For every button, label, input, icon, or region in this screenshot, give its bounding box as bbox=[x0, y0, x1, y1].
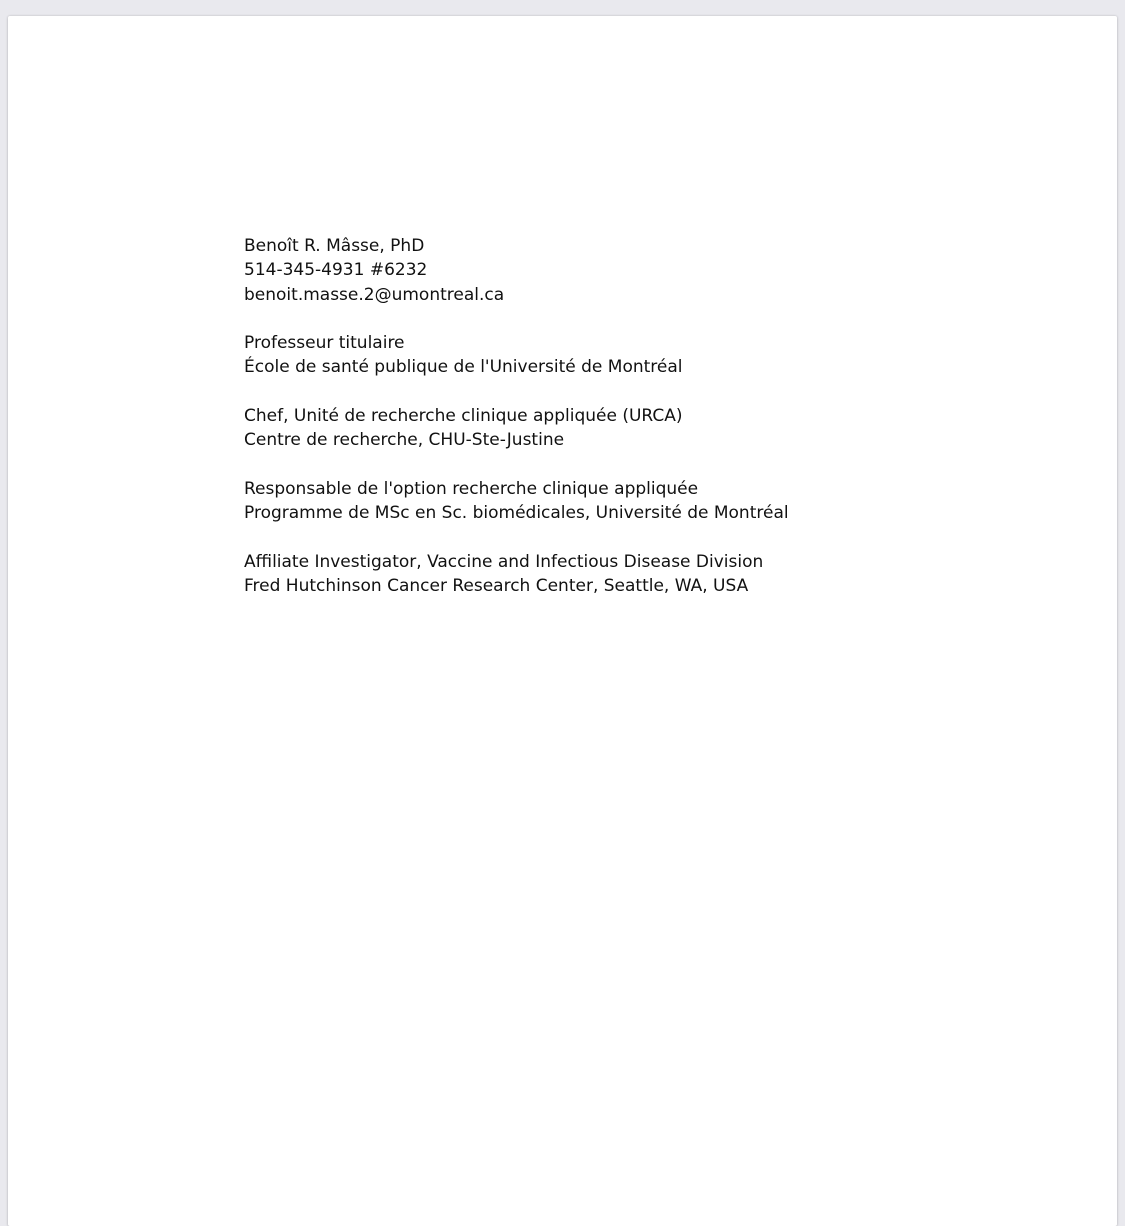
position-title: Chef, Unité de recherche clinique appliquée (URCA) bbox=[244, 406, 683, 427]
contact-email: benoit.masse.2@umontreal.ca bbox=[244, 284, 505, 305]
position-block bbox=[244, 477, 944, 526]
position-block bbox=[244, 550, 944, 599]
position-organization: Centre de recherche, CHU-Ste-Justine bbox=[244, 430, 565, 451]
position-organization: Programme de MSc en Sc. biomédicales, Université de Montréal bbox=[244, 503, 789, 524]
position-title: Professeur titulaire bbox=[244, 333, 405, 354]
contact-name: Benoît R. Mâsse, PhD bbox=[244, 236, 425, 256]
position-organization: Fred Hutchinson Cancer Research Center, Seattle, WA, USA bbox=[244, 576, 749, 597]
contact-phone: 514-345-4931 #6232 bbox=[244, 260, 428, 281]
position-organization: École de santé publique de l'Université de Montréal bbox=[244, 357, 683, 378]
document-page bbox=[8, 16, 1117, 1226]
position-block bbox=[244, 331, 944, 380]
position-title: Affiliate Investigator, Vaccine and Infectious Disease Division bbox=[244, 551, 764, 572]
contact-block bbox=[244, 234, 944, 307]
position-block bbox=[244, 404, 944, 453]
signature-block bbox=[244, 234, 944, 623]
position-title: Responsable de l'option recherche clinique appliquée bbox=[244, 478, 699, 499]
